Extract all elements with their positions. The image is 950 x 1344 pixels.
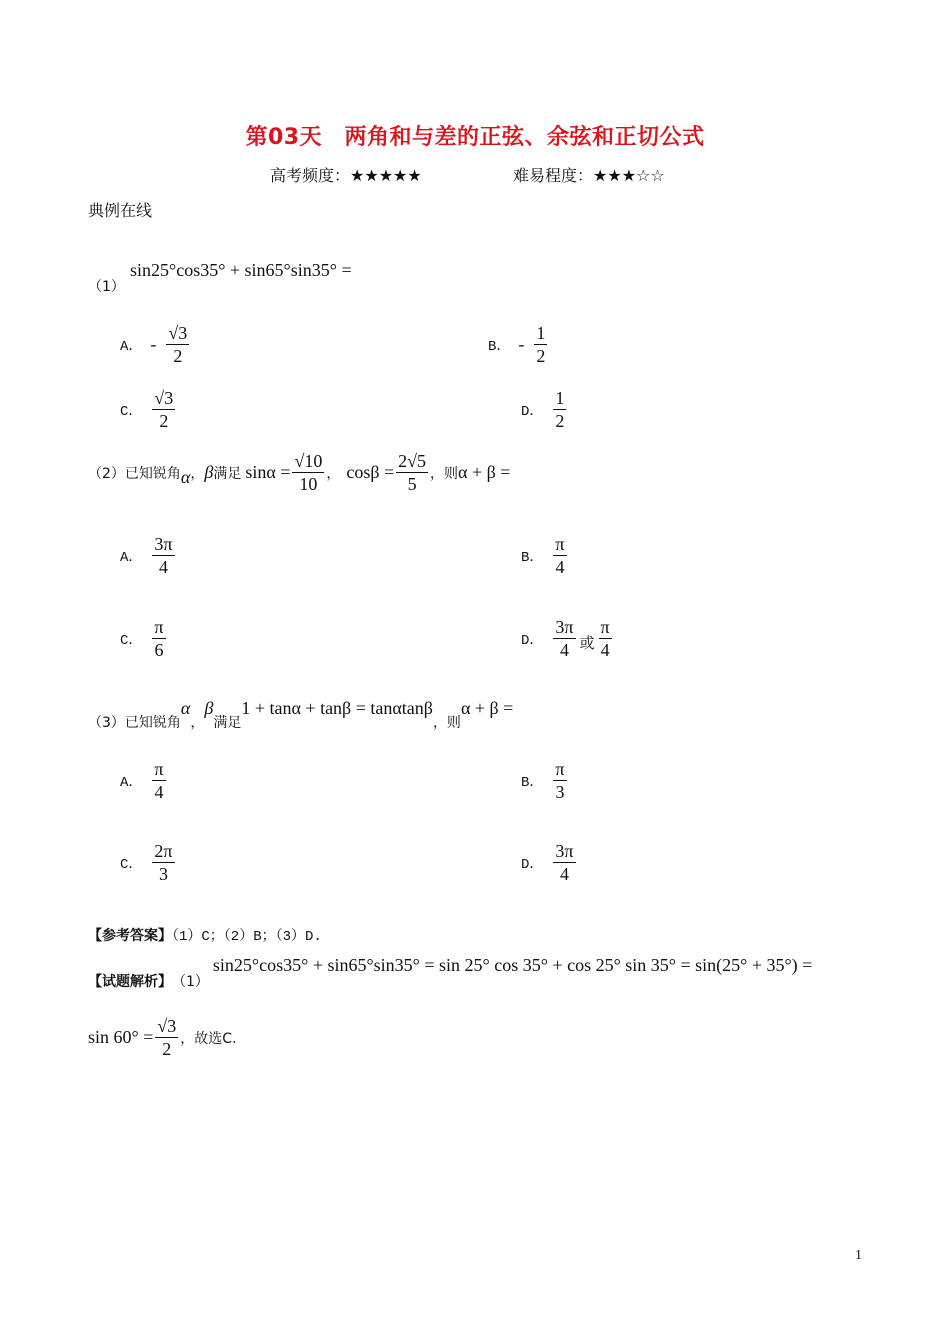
denominator: 3 xyxy=(555,782,565,802)
answer-line xyxy=(88,925,322,945)
denominator: 2 xyxy=(173,346,183,366)
alpha-plus-beta: α + β = xyxy=(460,698,514,718)
numerator: √3 xyxy=(168,323,188,343)
option-label: A． xyxy=(120,549,143,566)
fraction xyxy=(553,387,566,432)
answer-label: 【参考答案】 xyxy=(88,928,172,944)
q3-option-b[interactable] xyxy=(521,758,569,803)
alpha-symbol: α xyxy=(180,467,191,487)
frequency-stars: ★★★★★ xyxy=(350,166,422,185)
q1-option-c[interactable] xyxy=(120,387,177,432)
or-word: 或 xyxy=(579,634,595,652)
numerator: 1 xyxy=(536,323,546,343)
analysis-expression: sin25°cos35° + sin65°sin35° = sin 25° cos 35° + cos 25° sin 35° = sin(25° + 35°) = xyxy=(212,955,813,975)
analysis-line-2 xyxy=(88,1015,236,1060)
q3-prefix: （3）已知锐角 xyxy=(88,715,181,731)
numerator: √3 xyxy=(154,388,174,408)
frequency-label: 高考频度： xyxy=(270,166,351,185)
denominator: 6 xyxy=(154,640,164,660)
q2-option-d[interactable] xyxy=(521,616,614,661)
beta-symbol: β xyxy=(204,698,214,718)
q2-stem xyxy=(88,450,510,495)
denominator: 3 xyxy=(158,864,168,884)
numerator: π xyxy=(154,759,164,779)
sin-alpha-fraction xyxy=(292,450,324,495)
sin60-lhs: sin 60° = xyxy=(88,1027,154,1047)
denominator: 4 xyxy=(559,640,569,660)
page-number: 1 xyxy=(855,1248,862,1263)
fraction xyxy=(155,1015,178,1060)
numerator: √10 xyxy=(294,451,323,471)
q2-option-b[interactable] xyxy=(521,533,569,578)
q1-number: （1） xyxy=(88,279,125,295)
analysis-label: 【试题解析】 xyxy=(88,974,172,990)
fraction xyxy=(553,533,566,578)
fraction xyxy=(152,616,165,661)
section-heading: 典例在线 xyxy=(88,201,153,220)
numerator: 2π xyxy=(154,841,173,861)
denominator: 4 xyxy=(559,864,569,884)
option-label: B． xyxy=(521,774,544,791)
frequency-rating xyxy=(270,163,422,186)
q1-option-b[interactable] xyxy=(488,322,549,367)
numerator: 3π xyxy=(555,841,574,861)
q3-manzu: 满足 xyxy=(213,715,242,731)
option-label: D． xyxy=(521,632,544,649)
fraction xyxy=(152,387,175,432)
fraction xyxy=(553,616,575,661)
fraction xyxy=(553,840,575,885)
denominator: 10 xyxy=(299,474,318,494)
fraction xyxy=(534,322,547,367)
denominator: 4 xyxy=(555,557,565,577)
cos-beta-lhs: cosβ = xyxy=(346,462,395,482)
numerator: 1 xyxy=(555,388,565,408)
beta-symbol: β xyxy=(204,462,214,482)
numerator: 3π xyxy=(154,534,173,554)
minus-sign: - xyxy=(518,334,525,354)
difficulty-label: 难易程度： xyxy=(513,166,594,185)
alpha-symbol: α xyxy=(180,698,191,718)
q3-option-c[interactable] xyxy=(120,840,177,885)
cos-beta-fraction xyxy=(396,450,428,495)
option-label: B． xyxy=(488,338,511,355)
comma: ， xyxy=(190,715,205,731)
q1-expression: sin25°cos35° + sin65°sin35° = xyxy=(130,260,352,280)
q2-option-c[interactable] xyxy=(120,616,168,661)
fraction xyxy=(599,616,612,661)
denominator: 2 xyxy=(536,346,546,366)
numerator: π xyxy=(555,534,565,554)
q2-option-a[interactable] xyxy=(120,533,177,578)
numerator: π xyxy=(154,617,164,637)
fraction xyxy=(166,322,189,367)
q2-manzu: 满足 xyxy=(213,465,242,482)
q3-stem xyxy=(88,698,513,732)
option-label: C． xyxy=(120,856,143,873)
page-title: 第03天 两角和与差的正弦、余弦和正切公式 xyxy=(245,125,705,150)
fraction xyxy=(553,758,566,803)
option-label: D． xyxy=(521,403,544,420)
q3-then: ，则 xyxy=(432,715,461,731)
q3-condition: 1 + tanα + tanβ = tanαtanβ xyxy=(241,698,433,718)
option-label: A． xyxy=(120,338,143,355)
denominator: 2 xyxy=(159,411,169,431)
q3-option-d[interactable] xyxy=(521,840,578,885)
numerator: 3π xyxy=(555,617,574,637)
numerator: π xyxy=(555,759,565,779)
option-label: C． xyxy=(120,632,143,649)
option-label: C． xyxy=(120,403,143,420)
answer-text: （1）C；（2）B；（3）D. xyxy=(172,929,322,945)
fraction xyxy=(152,533,174,578)
analysis-number: （1） xyxy=(172,974,209,990)
comma: ， xyxy=(190,465,205,482)
fraction xyxy=(152,758,165,803)
q1-option-d[interactable] xyxy=(521,387,568,432)
difficulty-stars: ★★★☆☆ xyxy=(593,166,665,185)
q1-option-a[interactable] xyxy=(120,322,191,367)
denominator: 4 xyxy=(158,557,168,577)
numerator: √3 xyxy=(157,1016,177,1036)
option-label: A． xyxy=(120,774,143,791)
denominator: 2 xyxy=(162,1039,172,1059)
q2-prefix: （2）已知锐角 xyxy=(88,465,181,482)
q2-then: ，则 xyxy=(430,465,459,482)
analysis-line xyxy=(88,955,812,991)
q3-option-a[interactable] xyxy=(120,758,168,803)
option-label: D． xyxy=(521,856,544,873)
numerator: 2√5 xyxy=(398,451,427,471)
denominator: 4 xyxy=(600,640,610,660)
comma: ， xyxy=(326,465,341,482)
alpha-plus-beta: α + β = xyxy=(458,462,511,482)
denominator: 2 xyxy=(555,411,565,431)
minus-sign: - xyxy=(150,334,157,354)
analysis-conclusion: ，故选C. xyxy=(180,1030,237,1047)
denominator: 5 xyxy=(407,474,417,494)
numerator: π xyxy=(600,617,610,637)
denominator: 4 xyxy=(154,782,164,802)
fraction xyxy=(152,840,174,885)
option-label: B． xyxy=(521,549,544,566)
difficulty-rating xyxy=(513,163,665,186)
sin-alpha-lhs: sinα = xyxy=(245,462,291,482)
